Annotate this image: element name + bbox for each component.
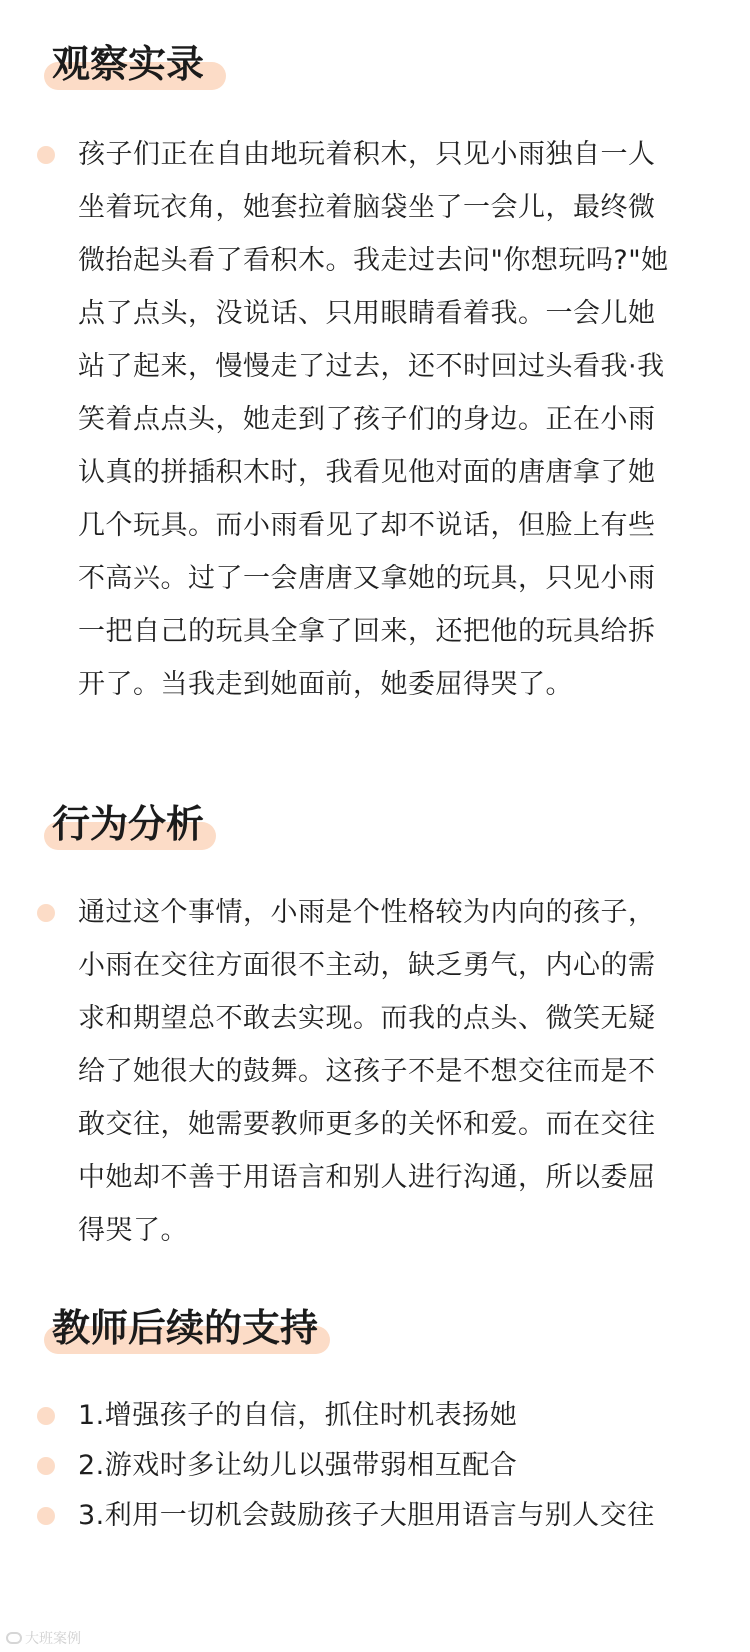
heading-text: 观察实录 [52, 42, 205, 86]
support-item-3: 3.利用一切机会鼓励孩子大胆用语言与别人交往 [78, 1500, 655, 1531]
support-item-2: 2.游戏时多让幼儿以强带弱相互配合 [78, 1450, 518, 1481]
heading-text: 行为分析 [52, 802, 205, 846]
heading-text: 教师后续的支持 [52, 1306, 319, 1350]
section-heading-observation [44, 34, 204, 94]
watermark-text: 大班案例 [25, 1631, 81, 1647]
bullet-dot [37, 146, 55, 164]
analysis-paragraph: 通过这个事情，小雨是个性格较为内向的孩子，小雨在交往方面很不主动，缺乏勇气，内心的需求和期望总不敢去实现。而我的点头、微笑无疑给了她很大的鼓舞。这孩子不是不想交往而是不敢交往，她需要教师更多的关怀和爱。而在交往中她却不善于用语言和别人进行沟通，所以委屈得哭了。 [78, 897, 656, 1246]
support-item-1: 1.增强孩子的自信，抓住时机表扬她 [78, 1400, 518, 1431]
section-heading-support [44, 1298, 318, 1358]
section-heading-analysis [44, 794, 204, 854]
bullet-dot [37, 1507, 55, 1525]
watermark-logo-icon [6, 1632, 22, 1644]
bullet-dot [37, 1457, 55, 1475]
watermark [6, 1628, 81, 1648]
bullet-dot [37, 904, 55, 922]
observation-paragraph: 孩子们正在自由地玩着积木，只见小雨独自一人坐着玩衣角，她套拉着脑袋坐了一会儿，最终微微抬起头看了看积木。我走过去问"你想玩吗?"她点了点头，没说话、只用眼睛看着我。一会儿她站了起来，慢慢走了过去，还不时回过头看我·我笑着点点头，她走到了孩子们的身边。正在小雨认真的拼插积木时，我看见他对面的唐唐拿了她几个玩具。而小雨看见了却不说话，但脸上有些不高兴。过了一会唐唐又拿她的玩具，只见小雨一把自己的玩具全拿了回来，还把他的玩具给拆开了。当我走到她面前，她委屈得哭了。 [78, 139, 669, 700]
bullet-dot [37, 1407, 55, 1425]
